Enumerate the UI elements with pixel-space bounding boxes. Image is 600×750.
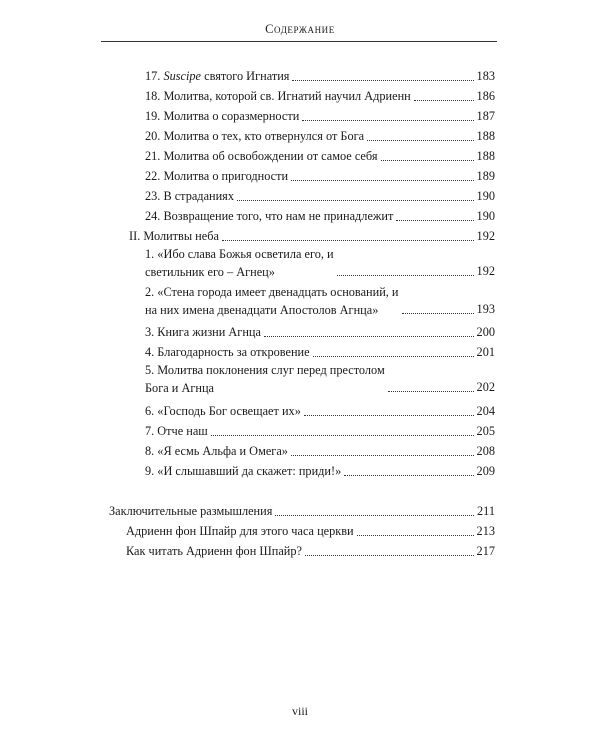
- toc-entry-title: 7. Отче наш: [145, 424, 208, 438]
- toc-entry-title: Адриенн фон Шпайр для этого часа церкви: [126, 524, 354, 538]
- toc-entry-title: 1. «Ибо слава Божья осветила его, и светильник его – Агнец»: [145, 247, 334, 279]
- toc-entry-title: 23. В страданиях: [145, 189, 234, 203]
- toc-entry-title: 8. «Я есмь Альфа и Омега»: [145, 444, 288, 458]
- dot-leader: [302, 120, 473, 121]
- toc-closing-reflections[interactable]: [109, 501, 495, 521]
- toc-entry-title: 18. Молитва, которой св. Игнатий научил Адриенн: [145, 89, 411, 103]
- toc-entry-7[interactable]: [145, 421, 495, 441]
- toc-page-number: 213: [476, 524, 495, 538]
- toc-page-number: 190: [476, 189, 495, 203]
- dot-leader: [264, 336, 474, 337]
- dot-leader: [396, 220, 473, 221]
- toc-page-number: 190: [476, 209, 495, 223]
- toc-page-number: 187: [476, 109, 495, 123]
- toc-entry-18[interactable]: [145, 86, 495, 106]
- toc-entry-8[interactable]: [145, 441, 495, 461]
- toc-entry-3[interactable]: [145, 322, 495, 342]
- dot-leader: [337, 275, 474, 276]
- toc-entry-how-to-read[interactable]: [126, 541, 495, 561]
- toc-page-number: 201: [476, 345, 495, 359]
- toc-page-number: 217: [476, 544, 495, 558]
- dot-leader: [305, 555, 474, 556]
- toc-entry-title: 3. Книга жизни Агнца: [145, 325, 261, 339]
- toc-page-number: 183: [476, 69, 495, 83]
- dot-leader: [402, 313, 474, 314]
- running-head: Содержание: [265, 22, 335, 36]
- dot-leader: [275, 515, 474, 516]
- dot-leader: [304, 415, 474, 416]
- dot-leader: [222, 240, 474, 241]
- toc-entry-5[interactable]: [145, 361, 495, 397]
- dot-leader: [237, 200, 474, 201]
- dot-leader: [291, 455, 474, 456]
- toc-page-number: 211: [477, 504, 495, 518]
- toc-entry-title: 19. Молитва о соразмерности: [145, 109, 300, 123]
- toc-entry-title: 5. Молитва поклонения слуг перед престолом Бога и Агнца: [145, 363, 385, 395]
- toc-page-number: 188: [476, 149, 495, 163]
- dot-leader: [313, 356, 474, 357]
- toc-entry-17[interactable]: [145, 66, 495, 86]
- toc-entry-adrienne-hour[interactable]: [126, 521, 495, 541]
- toc-section-2[interactable]: [129, 226, 495, 246]
- toc-entry-9[interactable]: [145, 461, 495, 481]
- toc-entry-title: Заключительные размышления: [109, 504, 273, 518]
- dot-leader: [211, 435, 474, 436]
- toc-entry-22[interactable]: [145, 166, 495, 186]
- toc-entry-title: 4. Благодарность за откровение: [145, 345, 310, 359]
- toc-page-number: 192: [476, 264, 495, 278]
- toc-entry-21[interactable]: [145, 146, 495, 166]
- toc-page-number: 192: [476, 229, 495, 243]
- toc-entry-title: 21. Молитва об освобождении от самое себя: [145, 149, 378, 163]
- toc-entry-title: 17. Suscipe святого Игнатия: [145, 69, 290, 83]
- toc-entry-title: 20. Молитва о тех, кто отвернулся от Бога: [145, 129, 365, 143]
- toc-page-number: 208: [476, 444, 495, 458]
- toc-page-number: 189: [476, 169, 495, 183]
- dot-leader: [291, 180, 473, 181]
- toc-page-number: 202: [476, 380, 495, 394]
- toc-entry-title: 24. Возвращение того, что нам не принадлежит: [145, 209, 394, 223]
- toc-entry-19[interactable]: [145, 106, 495, 126]
- toc-entry-title: 2. «Стена города имеет двенадцать оснований, и на них имена двенадцати Апостолов Агнца»: [145, 285, 399, 317]
- toc-entry-title: 9. «И слышавший да скажет: приди!»: [145, 464, 342, 478]
- toc-entry-1[interactable]: [145, 245, 495, 281]
- toc-entry-6[interactable]: [145, 401, 495, 421]
- toc-page-number: 186: [476, 89, 495, 103]
- dot-leader: [381, 160, 474, 161]
- toc-page-number: 205: [476, 424, 495, 438]
- page-number-folio: viii: [291, 704, 308, 718]
- toc-entry-24[interactable]: [145, 206, 495, 226]
- toc-entry-title: II. Молитвы неба: [129, 229, 219, 243]
- toc-entry-20[interactable]: [145, 126, 495, 146]
- dot-leader: [357, 535, 474, 536]
- toc-entry-23[interactable]: [145, 186, 495, 206]
- toc-page-number: 193: [476, 302, 495, 316]
- toc-entry-title: 6. «Господь Бог освещает их»: [145, 404, 301, 418]
- toc-page-number: 209: [476, 464, 495, 478]
- toc-page-number: 200: [476, 325, 495, 339]
- toc-entry-title: 22. Молитва о пригодности: [145, 169, 289, 183]
- toc-entry-2[interactable]: [145, 283, 495, 319]
- dot-leader: [388, 391, 474, 392]
- toc-page-number: 188: [476, 129, 495, 143]
- dot-leader: [292, 80, 473, 81]
- toc-entry-4[interactable]: [145, 342, 495, 362]
- header-rule: [101, 41, 497, 42]
- toc-entry-title: Как читать Адриенн фон Шпайр?: [126, 544, 302, 558]
- dot-leader: [414, 100, 474, 101]
- dot-leader: [367, 140, 473, 141]
- dot-leader: [344, 475, 473, 476]
- toc-page-number: 204: [476, 404, 495, 418]
